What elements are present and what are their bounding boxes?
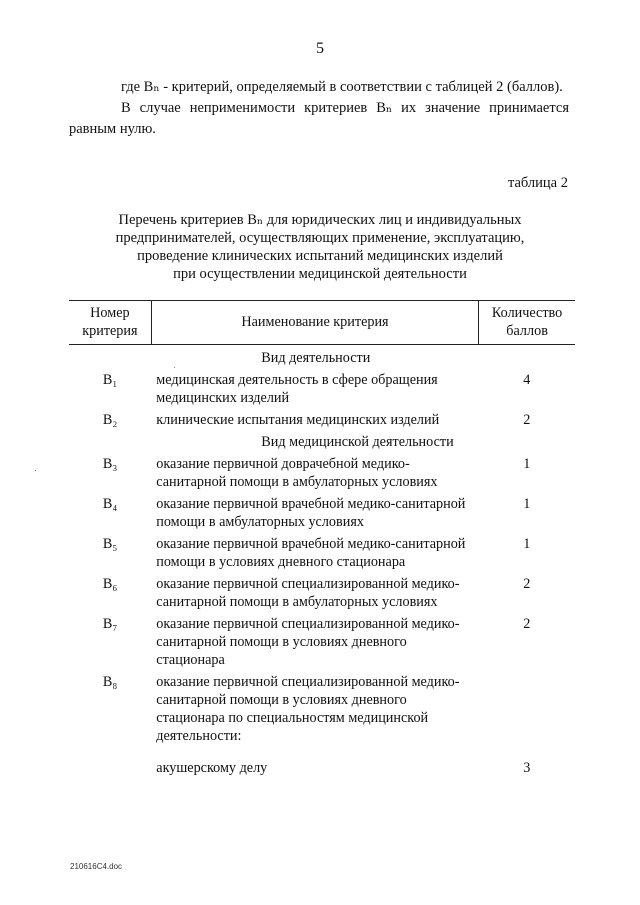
table-row bbox=[69, 575, 575, 615]
criterion-points: 2 bbox=[523, 576, 531, 592]
criterion-name: оказание первичной специализированной медико-санитарной помощи в условиях дневного стационара по специальностям медицинской деятельности: bbox=[156, 674, 460, 744]
criterion-name: оказание первичной специализированной медико-санитарной помощи в условиях дневного стационара bbox=[156, 616, 460, 668]
file-name-footer: 210616C4.doc bbox=[70, 862, 123, 871]
table-title-line-1: Перечень критериев Bₙ для юридических лиц и индивидуальных bbox=[118, 212, 522, 228]
table-row bbox=[69, 535, 575, 575]
criterion-number: B₃ bbox=[102, 456, 118, 472]
table-row bbox=[69, 673, 575, 749]
table-title bbox=[70, 211, 570, 283]
table-title-line-3: проведение клинических испытаний медицинских изделий bbox=[137, 248, 503, 264]
section-row-medical-activity bbox=[69, 433, 575, 455]
table-row bbox=[69, 749, 575, 781]
table-title-line-2: предпринимателей, осуществляющих применение, эксплуатацию, bbox=[115, 230, 525, 246]
criterion-name: медицинская деятельность в сфере обращения медицинских изделий bbox=[156, 372, 438, 406]
criterion-number: B₄ bbox=[102, 496, 118, 512]
scan-speck bbox=[35, 470, 36, 471]
intro-text bbox=[69, 77, 569, 140]
criterion-points: 2 bbox=[523, 412, 531, 428]
table-title-line-4: при осуществлении медицинской деятельности bbox=[173, 266, 467, 282]
page-number: 5 bbox=[316, 40, 324, 57]
criterion-name: оказание первичной специализированной медико-санитарной помощи в амбулаторных условиях bbox=[156, 576, 460, 610]
criterion-number: B₆ bbox=[102, 576, 118, 592]
criterion-points bbox=[479, 673, 575, 749]
column-header-number: Номер критерия bbox=[69, 301, 151, 345]
table-row bbox=[69, 615, 575, 673]
table-row bbox=[69, 411, 575, 433]
criterion-name: оказание первичной врачебной медико-санитарной помощи в условиях дневного стационара bbox=[156, 536, 466, 570]
intro-paragraph-1: где Bₙ - критерий, определяемый в соответствии с таблицей 2 (баллов). bbox=[121, 79, 563, 95]
criterion-points: 3 bbox=[523, 760, 531, 776]
table-row bbox=[69, 495, 575, 535]
intro-paragraph-2: В случае неприменимости критериев Bₙ их значение принимается равным нулю. bbox=[69, 100, 569, 137]
criterion-name: оказание первичной врачебной медико-санитарной помощи в амбулаторных условиях bbox=[156, 496, 466, 530]
criterion-name: клинические испытания медицинских изделий bbox=[156, 412, 440, 428]
section-medical-activity: Вид медицинской деятельности bbox=[261, 434, 454, 450]
criterion-number: B₈ bbox=[102, 674, 118, 690]
criterion-number: B₁ bbox=[102, 372, 118, 388]
table-label: таблица 2 bbox=[507, 175, 568, 191]
column-header-name: Наименование критерия bbox=[151, 301, 478, 345]
criterion-name: оказание первичной доврачебной медико-санитарной помощи в амбулаторных условиях bbox=[156, 456, 438, 490]
criterion-number: B₇ bbox=[102, 616, 118, 632]
criterion-points: 4 bbox=[523, 372, 531, 388]
column-header-points: Количество баллов bbox=[479, 301, 575, 345]
section-activity: Вид деятельности bbox=[261, 350, 371, 366]
criterion-points: 1 bbox=[523, 456, 531, 472]
criterion-number bbox=[69, 749, 151, 781]
table-row bbox=[69, 455, 575, 495]
criteria-table bbox=[69, 300, 575, 781]
criterion-points: 1 bbox=[523, 496, 531, 512]
scan-speck bbox=[174, 367, 175, 368]
criterion-points: 1 bbox=[523, 536, 531, 552]
criterion-points: 2 bbox=[523, 616, 531, 632]
table-header-row bbox=[69, 301, 575, 345]
criterion-number: B₅ bbox=[102, 536, 118, 552]
section-row-activity bbox=[69, 345, 575, 372]
criterion-number: B₂ bbox=[102, 412, 118, 428]
table-row bbox=[69, 371, 575, 411]
criterion-name: акушерскому делу bbox=[156, 760, 268, 776]
